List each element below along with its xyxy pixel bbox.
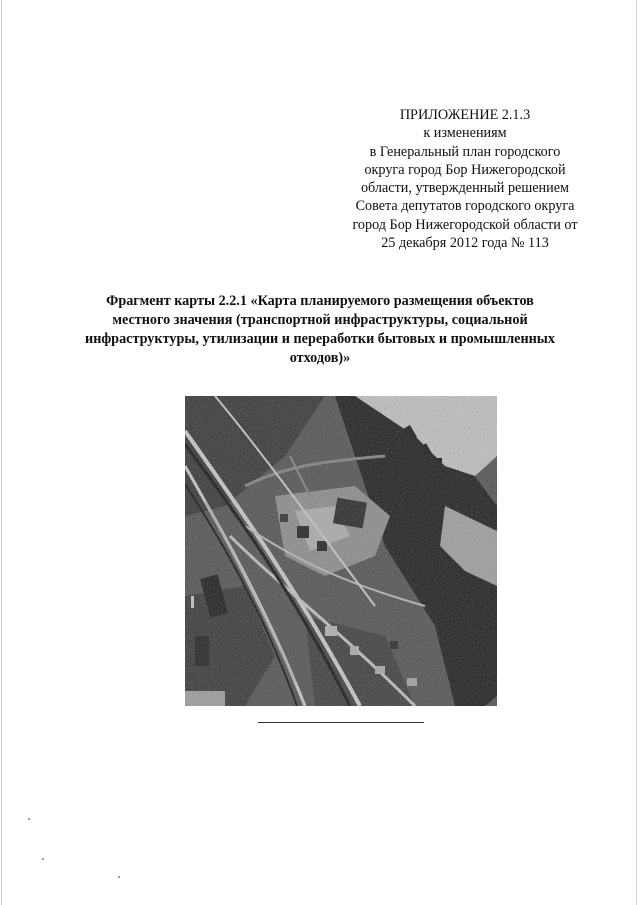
fragment-title-line: инфраструктуры, утилизации и переработки бытовых и промышленных <box>85 331 555 347</box>
appendix-line: к изменениям <box>423 125 507 142</box>
page-edge-right <box>636 0 637 905</box>
appendix-header <box>330 106 600 252</box>
appendix-line: ПРИЛОЖЕНИЕ 2.1.3 <box>399 107 531 123</box>
fragment-title <box>60 292 580 368</box>
appendix-line: округа город Бор Нижегородской <box>364 161 566 178</box>
fragment-title-line: Фрагмент карты 2.2.1 «Карта планируемого размещения объектов <box>106 293 534 309</box>
scan-speck <box>118 876 120 878</box>
appendix-line: Совета депутатов городского округа <box>355 198 575 215</box>
aerial-map-image <box>185 396 497 706</box>
page-edge-left <box>1 0 2 905</box>
appendix-line: город Бор Нижегородской области от <box>352 216 578 233</box>
fragment-title-line: отходов)» <box>289 350 351 366</box>
appendix-line: области, утвержденный решением <box>360 180 570 197</box>
map-graphic <box>185 396 497 706</box>
scan-speck <box>28 818 30 820</box>
fragment-title-line: местного значения (транспортной инфраструктуры, социальной <box>112 312 528 328</box>
appendix-line: в Генеральный план городского <box>369 143 561 160</box>
scan-speck <box>42 858 44 860</box>
divider-line <box>258 722 424 723</box>
appendix-line: 25 декабря 2012 года № 113 <box>381 235 549 252</box>
